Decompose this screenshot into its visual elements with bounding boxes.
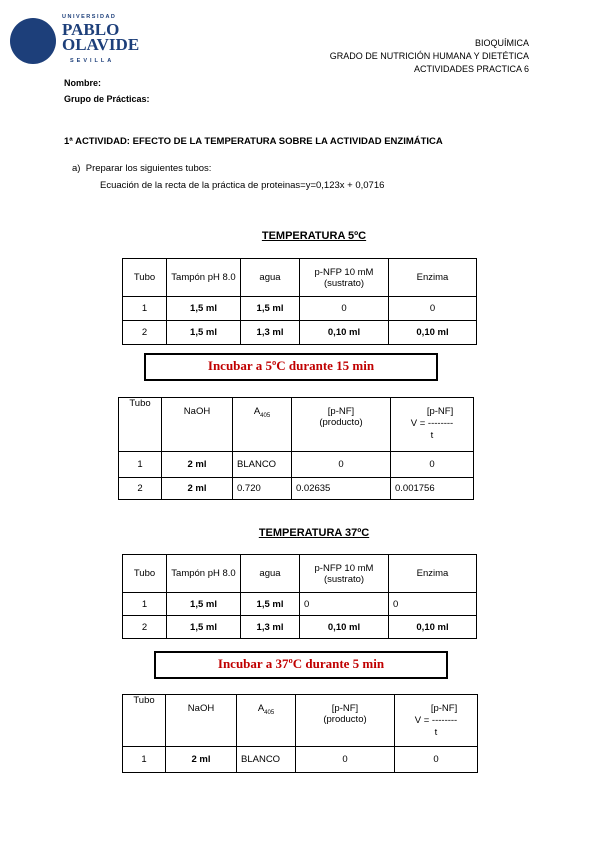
activity-title: 1ª ACTIVIDAD: EFECTO DE LA TEMPERATURA SOBRE LA ACTIVIDAD ENZIMÁTICA <box>64 136 443 147</box>
university-logo <box>10 14 140 64</box>
table-row: 1 1,5 ml 1,5 ml 0 0 <box>123 593 477 616</box>
results-table-5c <box>118 397 474 500</box>
logo-main-text <box>62 22 139 52</box>
document-header <box>330 37 529 76</box>
section-title-5c: TEMPERATURA 5ºC <box>261 230 367 242</box>
results-table-37c <box>122 694 478 773</box>
header-line2: GRADO DE NUTRICIÓN HUMANA Y DIETÉTICA <box>329 51 529 61</box>
header-enzima: Enzima <box>389 259 477 297</box>
item-a <box>72 163 211 174</box>
section-title-37c: TEMPERATURA 37ºC <box>258 527 370 539</box>
table-row: 1 2 ml BLANCO 0 0 <box>119 452 474 478</box>
logo-top-text: UNIVERSIDAD <box>62 14 117 20</box>
equation-text: Ecuación de la recta de la práctica de proteinas=y=0,123x + 0,0716 <box>100 180 385 191</box>
item-a-text: Preparar los siguientes tubos: <box>85 163 212 174</box>
table-header-row: Tubo NaOH $A_{405}$ [p-NF] (producto) [p-NF] V = -------- t <box>123 695 478 747</box>
table-row: 2 1,5 ml 1,3 ml 0,10 ml 0,10 ml <box>123 321 477 345</box>
logo-emblem-icon <box>10 18 56 64</box>
grupo-label: Grupo de Prácticas: <box>64 94 150 104</box>
item-a-letter: a) <box>72 163 81 174</box>
header-agua: agua <box>241 259 300 297</box>
logo-bottom-text: SEVILLA <box>70 58 115 64</box>
incubar-37c-box: Incubar a 37ºC durante 5 min <box>154 651 448 679</box>
table-header-row: Tubo Tampón pH 8.0 agua p-NFP 10 mM (sustrato) Enzima <box>123 555 477 593</box>
logo-line1: PABLO <box>62 20 120 39</box>
table-row: 1 2 ml BLANCO 0 0 <box>123 747 478 773</box>
header-tampon: Tampón pH 8.0 <box>167 259 241 297</box>
logo-line2: OLAVIDE <box>62 35 140 54</box>
header-sustrato: p-NFP 10 mM (sustrato) <box>300 259 389 297</box>
header-line1: BIOQUÍMICA <box>474 38 529 48</box>
table-header-row: Tubo NaOH $A_{405}$ [p-NF] (producto) [p-NF] V = -------- t <box>119 398 474 452</box>
table-row: 1 1,5 ml 1,5 ml 0 0 <box>123 297 477 321</box>
nombre-label: Nombre: <box>64 78 102 88</box>
prep-table-5c <box>122 258 477 345</box>
incubar-5c-box: Incubar a 5ºC durante 15 min <box>144 353 438 381</box>
header-tubo: Tubo <box>123 259 167 297</box>
table-row: 2 2 ml 0.720 0.02635 0.001756 <box>119 478 474 500</box>
prep-table-37c <box>122 554 477 639</box>
table-header-row <box>123 259 477 297</box>
table-row: 2 1,5 ml 1,3 ml 0,10 ml 0,10 ml <box>123 616 477 639</box>
header-line3: ACTIVIDADES PRACTICA 6 <box>413 64 529 74</box>
